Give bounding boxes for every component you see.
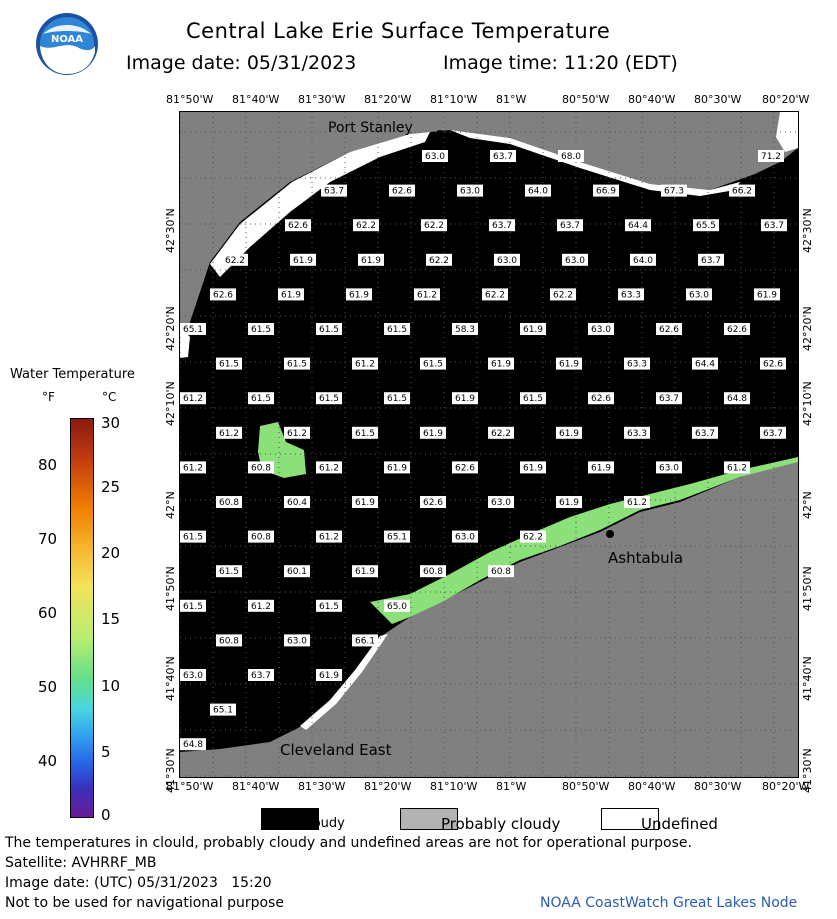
- temperature-label: [698, 254, 724, 266]
- temperature-label: [284, 427, 310, 439]
- temperature-value: 60.1: [286, 567, 308, 578]
- temperature-label: [588, 323, 614, 335]
- temperature-label: [284, 358, 310, 370]
- temperature-label: [420, 496, 446, 508]
- temperature-label: [353, 219, 379, 231]
- lon-label-bottom: 81°50'W: [166, 780, 214, 793]
- temperature-value: 61.2: [354, 359, 376, 370]
- temperature-label: [248, 323, 274, 335]
- temperature-value: 64.8: [726, 394, 748, 405]
- temperature-label: [210, 288, 236, 300]
- ashtabula-marker: [606, 530, 614, 538]
- temperature-value: 61.9: [422, 428, 444, 439]
- temperature-label: [316, 461, 342, 473]
- temperature-label: [222, 254, 248, 266]
- temperature-label: [624, 358, 650, 370]
- temperature-label: [358, 254, 384, 266]
- noaa-logo: [35, 12, 99, 76]
- temperature-value: 63.7: [658, 394, 680, 405]
- temperature-value: 60.8: [218, 498, 240, 508]
- temperature-label: [352, 496, 378, 508]
- satellite-text: Satellite: AVHRRF_MB: [5, 855, 157, 871]
- temperature-label: [625, 219, 651, 231]
- temperature-label: [482, 288, 508, 300]
- noaa-logo-icon: [35, 12, 99, 76]
- temperature-value: 63.0: [658, 463, 680, 474]
- temperature-value: 62.6: [454, 463, 476, 474]
- temperature-label: [422, 150, 448, 162]
- temperature-value: 62.2: [428, 255, 450, 266]
- temperature-value: 62.6: [726, 325, 748, 335]
- temperature-value: 62.2: [484, 290, 506, 301]
- temperature-label: [248, 531, 274, 543]
- temperature-value: 63.3: [626, 428, 648, 439]
- temperature-value: 63.0: [459, 186, 481, 197]
- temperature-label: [248, 669, 274, 681]
- temperature-label: [384, 531, 410, 543]
- lon-label-bottom: 81°W: [496, 780, 527, 793]
- temperature-value: 63.0: [424, 152, 446, 162]
- temperature-value: 65.1: [386, 532, 408, 543]
- temperature-label: [321, 185, 347, 197]
- temperature-value: 62.6: [391, 186, 413, 197]
- temperature-value: 61.9: [354, 567, 376, 578]
- temperature-label: [525, 185, 551, 197]
- temperature-value: 61.5: [286, 359, 308, 370]
- temperature-value: 62.2: [522, 532, 544, 543]
- temperature-label: [692, 427, 718, 439]
- temperature-label: [661, 185, 687, 197]
- nav-warning-text: Not to be used for navigational purpose: [5, 895, 284, 911]
- temperature-value: 64.0: [527, 186, 549, 197]
- temperature-value: 61.2: [626, 498, 648, 508]
- temperature-value: 61.9: [354, 498, 376, 508]
- temperature-value: 60.8: [422, 567, 444, 578]
- temperature-label: [248, 600, 274, 612]
- temperature-label: [520, 392, 546, 404]
- temperature-value: 62.2: [552, 290, 574, 301]
- temperature-label: [285, 219, 311, 231]
- temperature-label: [316, 392, 342, 404]
- lat-label-right: 41°40'N: [801, 656, 814, 701]
- temperature-value: 65.1: [212, 705, 234, 716]
- temperature-value: 61.9: [360, 255, 382, 266]
- temperature-value: 61.5: [422, 359, 444, 370]
- temperature-value: 63.3: [620, 290, 642, 301]
- temperature-value: 63.0: [454, 532, 476, 543]
- lon-label-top: 80°50'W: [562, 93, 610, 106]
- temperature-value: 61.2: [182, 463, 204, 474]
- temperature-label: [724, 461, 750, 473]
- temperature-label: [180, 669, 206, 681]
- cleveland-marker: [264, 724, 272, 732]
- temperature-label: [316, 323, 342, 335]
- temperature-value: 61.5: [182, 532, 204, 543]
- temperature-value: 61.9: [348, 290, 370, 301]
- temperature-value: 63.0: [688, 290, 710, 301]
- temperature-value: 63.0: [490, 498, 512, 508]
- temperature-label: [389, 185, 415, 197]
- legend-unit-f: °F: [42, 390, 55, 404]
- temperature-value: 63.7: [492, 152, 514, 162]
- temperature-value: 61.9: [490, 359, 512, 370]
- celsius-tick: 10: [101, 677, 121, 695]
- temperature-value: 63.7: [700, 255, 722, 266]
- temperature-value: 62.2: [490, 428, 512, 439]
- temperature-map: [179, 111, 799, 778]
- temperature-label: [216, 565, 242, 577]
- celsius-tick: 25: [101, 478, 121, 496]
- temperature-label: [180, 738, 206, 750]
- temperature-value: 62.2: [423, 221, 445, 232]
- port-stanley-marker: [436, 130, 444, 138]
- temperature-value: 61.5: [386, 325, 408, 335]
- temperature-label: [421, 219, 447, 231]
- temperature-value: 60.8: [250, 463, 272, 474]
- temperature-label: [556, 427, 582, 439]
- lon-label-bottom: 80°50'W: [562, 780, 610, 793]
- legend-title: Water Temperature: [10, 367, 135, 382]
- lat-label-left: 42°N: [164, 491, 177, 519]
- temperature-value: 61.9: [756, 290, 778, 301]
- temperature-label: [593, 185, 619, 197]
- temperature-label: [352, 634, 378, 646]
- celsius-tick: 15: [101, 610, 121, 628]
- noaa-logo-text: NOAA: [50, 34, 84, 45]
- temperature-label: [724, 323, 750, 335]
- cleveland-east-label: Cleveland East: [280, 741, 392, 759]
- temperature-label: [352, 565, 378, 577]
- temperature-label: [520, 323, 546, 335]
- temperature-value: 61.9: [558, 498, 580, 508]
- lat-label-left: 42°30'N: [164, 208, 177, 253]
- temperature-value: 61.9: [280, 290, 302, 301]
- temperature-value: 62.2: [355, 221, 377, 232]
- temperature-value: 63.0: [496, 255, 518, 266]
- temperature-label: [457, 185, 483, 197]
- lat-label-right: 42°10'N: [801, 381, 814, 426]
- temperature-label: [420, 565, 446, 577]
- celsius-tick: 20: [101, 544, 121, 562]
- temperature-label: [290, 254, 316, 266]
- temperature-label: [618, 288, 644, 300]
- lat-label-right: 42°20'N: [801, 306, 814, 351]
- temperature-value: 65.5: [695, 221, 717, 232]
- temperature-label: [216, 496, 242, 508]
- temperature-value: 61.5: [250, 394, 272, 405]
- temperature-label: [452, 461, 478, 473]
- temperature-value: 63.7: [559, 221, 581, 232]
- temperature-label: [624, 496, 650, 508]
- temperature-label: [588, 461, 614, 473]
- temperature-label: [426, 254, 452, 266]
- temperature-value: 61.2: [416, 290, 438, 301]
- temperature-label: [630, 254, 656, 266]
- temperature-label: [489, 219, 515, 231]
- port-stanley-label: Port Stanley: [328, 120, 413, 136]
- temperature-value: 61.2: [250, 601, 272, 612]
- temperature-value: 60.4: [286, 498, 308, 508]
- temperature-label: [452, 531, 478, 543]
- temperature-label: [562, 254, 588, 266]
- temperature-label: [686, 288, 712, 300]
- temperature-value: 58.3: [454, 325, 476, 335]
- temperature-label: [384, 461, 410, 473]
- temperature-label: [284, 496, 310, 508]
- temperature-value: 61.2: [286, 428, 308, 439]
- lon-label-bottom: 81°30'W: [298, 780, 346, 793]
- temperature-label: [248, 461, 274, 473]
- fahrenheit-tick: 50: [38, 678, 58, 696]
- lat-label-left: 41°50'N: [164, 566, 177, 611]
- temperature-value: 63.7: [250, 671, 272, 681]
- temperature-value: 61.9: [292, 255, 314, 266]
- temperature-value: 63.7: [694, 428, 716, 439]
- lat-label-right: 41°30'N: [801, 748, 814, 793]
- temperature-value: 65.0: [386, 601, 408, 612]
- color-scale-bar: [70, 418, 94, 818]
- lon-label-bottom: 80°40'W: [628, 780, 676, 793]
- temperature-label: [420, 358, 446, 370]
- temperature-value: 62.6: [590, 394, 612, 405]
- lon-label-bottom: 81°10'W: [430, 780, 478, 793]
- temperature-value: 61.5: [218, 567, 240, 578]
- temperature-value: 63.0: [590, 325, 612, 335]
- cloudy-label: Cloudy: [300, 816, 345, 831]
- lon-label-bottom: 80°30'W: [694, 780, 742, 793]
- image-time: Image time: 11:20 (EDT): [443, 52, 678, 74]
- temperature-value: 62.6: [658, 325, 680, 335]
- temperature-label: [384, 392, 410, 404]
- temperature-value: 62.2: [224, 255, 246, 266]
- lon-label-bottom: 81°20'W: [364, 780, 412, 793]
- temperature-value: 61.9: [454, 394, 476, 405]
- temperature-label: [520, 531, 546, 543]
- temperature-label: [488, 565, 514, 577]
- fahrenheit-tick: 70: [38, 530, 58, 548]
- temperature-value: 61.5: [182, 601, 204, 612]
- temperature-value: 61.5: [522, 394, 544, 405]
- temperature-label: [692, 358, 718, 370]
- celsius-tick: 30: [101, 414, 121, 432]
- utc-date-text: Image date: (UTC) 05/31/2023 15:20: [5, 875, 272, 891]
- temperature-label: [488, 427, 514, 439]
- temperature-label: [180, 323, 206, 335]
- temperature-label: [488, 358, 514, 370]
- temperature-label: [550, 288, 576, 300]
- temperature-label: [556, 358, 582, 370]
- page-title: Central Lake Erie Surface Temperature: [186, 19, 611, 43]
- temperature-label: [316, 669, 342, 681]
- temperature-value: 65.1: [182, 325, 204, 335]
- lon-label-bottom: 80°20'W: [762, 780, 810, 793]
- temperature-label: [248, 392, 274, 404]
- temperature-label: [210, 704, 236, 716]
- temperature-label: [452, 392, 478, 404]
- temperature-value: 71.2: [760, 152, 782, 162]
- temperature-value: 64.0: [632, 255, 654, 266]
- temperature-value: 63.3: [626, 359, 648, 370]
- temperature-label: [384, 323, 410, 335]
- temperature-value: 63.0: [182, 671, 204, 681]
- temperature-label: [760, 358, 786, 370]
- temperature-value: 61.9: [522, 463, 544, 474]
- temperature-label: [656, 392, 682, 404]
- temperature-label: [414, 288, 440, 300]
- credit-text: NOAA CoastWatch Great Lakes Node: [540, 895, 798, 911]
- temperature-label: [558, 150, 584, 162]
- temperature-label: [758, 150, 784, 162]
- temperature-label: [754, 288, 780, 300]
- temperature-value: 61.2: [182, 394, 204, 405]
- temperature-label: [557, 219, 583, 231]
- temperature-label: [180, 600, 206, 612]
- lon-label-top: 81°40'W: [232, 93, 280, 106]
- temperature-value: 62.6: [762, 359, 784, 370]
- temperature-value: 61.5: [250, 325, 272, 335]
- temperature-value: 63.7: [762, 428, 784, 439]
- temperature-value: 62.6: [287, 221, 309, 232]
- temperature-value: 63.7: [763, 221, 785, 232]
- temperature-value: 62.6: [212, 290, 234, 301]
- temperature-value: 62.6: [422, 498, 444, 508]
- temperature-label: [180, 531, 206, 543]
- lon-label-top: 80°40'W: [628, 93, 676, 106]
- lat-label-left: 42°20'N: [164, 306, 177, 351]
- temperature-label: [180, 461, 206, 473]
- lon-label-top: 80°30'W: [694, 93, 742, 106]
- image-date: Image date: 05/31/2023: [126, 52, 357, 74]
- temperature-label: [316, 531, 342, 543]
- temperature-label: [216, 427, 242, 439]
- temperature-label: [284, 634, 310, 646]
- temperature-value: 61.5: [318, 325, 340, 335]
- celsius-tick: 0: [101, 806, 111, 824]
- temperature-label: [278, 288, 304, 300]
- temperature-value: 67.3: [663, 186, 685, 197]
- temperature-label: [724, 392, 750, 404]
- temperature-label: [729, 185, 755, 197]
- temperature-label: [352, 427, 378, 439]
- temperature-label: [180, 392, 206, 404]
- temperature-value: 60.8: [490, 567, 512, 578]
- lat-label-right: 42°N: [801, 491, 814, 519]
- temperature-value: 61.2: [726, 463, 748, 474]
- temperature-value: 63.7: [323, 186, 345, 197]
- lon-label-top: 81°20'W: [364, 93, 412, 106]
- undefined-label: Undefined: [641, 815, 718, 833]
- ashtabula-label: Ashtabula: [608, 549, 684, 567]
- temperature-value: 61.9: [318, 671, 340, 681]
- temperature-value: 64.4: [694, 359, 716, 370]
- temperature-value: 66.9: [595, 186, 617, 197]
- temperature-value: 61.2: [318, 463, 340, 474]
- legend-unit-c: °C: [102, 390, 117, 404]
- lon-label-top: 81°50'W: [166, 93, 214, 106]
- probably-cloudy-label: Probably cloudy: [441, 815, 561, 833]
- disclaimer-text: The temperatures in clould, probably cloudy and undefined areas are not for operational purpose.: [5, 835, 692, 851]
- temperature-label: [284, 565, 310, 577]
- temperature-value: 61.5: [318, 394, 340, 405]
- lon-label-top: 81°30'W: [298, 93, 346, 106]
- temperature-label: [624, 427, 650, 439]
- temperature-label: [520, 461, 546, 473]
- temperature-label: [352, 358, 378, 370]
- lat-label-right: 42°30'N: [801, 208, 814, 253]
- temperature-label: [452, 323, 478, 335]
- temperature-label: [346, 288, 372, 300]
- temperature-value: 66.2: [731, 186, 753, 197]
- temperature-value: 61.9: [590, 463, 612, 474]
- temperature-value: 61.9: [558, 359, 580, 370]
- lon-label-bottom: 81°40'W: [232, 780, 280, 793]
- temperature-label: [656, 461, 682, 473]
- temperature-label: [761, 219, 787, 231]
- temperature-label: [656, 323, 682, 335]
- temperature-value: 61.2: [318, 532, 340, 543]
- lat-label-left: 41°40'N: [164, 656, 177, 701]
- temperature-value: 61.5: [318, 601, 340, 612]
- celsius-tick: 5: [101, 743, 111, 761]
- temperature-label: [556, 496, 582, 508]
- temperature-label: [693, 219, 719, 231]
- temperature-value: 61.2: [218, 428, 240, 439]
- fahrenheit-tick: 40: [38, 752, 58, 770]
- temperature-label: [760, 427, 786, 439]
- temperature-label: [488, 496, 514, 508]
- temperature-label: [588, 392, 614, 404]
- temperature-value: 61.9: [386, 463, 408, 474]
- temperature-label: [216, 358, 242, 370]
- temperature-label: [494, 254, 520, 266]
- temperature-value: 64.4: [627, 221, 649, 232]
- lat-label-left: 42°10'N: [164, 381, 177, 426]
- lat-label-right: 41°50'N: [801, 566, 814, 611]
- temperature-label: [316, 600, 342, 612]
- temperature-label: [420, 427, 446, 439]
- temperature-value: 63.0: [286, 636, 308, 647]
- temperature-label: [490, 150, 516, 162]
- lon-label-top: 81°10'W: [430, 93, 478, 106]
- temperature-label: [216, 634, 242, 646]
- lat-label-left: 41°30'N: [164, 748, 177, 793]
- fahrenheit-tick: 80: [38, 456, 58, 474]
- temperature-value: 66.1: [354, 636, 376, 647]
- fahrenheit-tick: 60: [38, 604, 58, 622]
- temperature-value: 61.5: [218, 359, 240, 370]
- temperature-value: 60.8: [218, 636, 240, 647]
- temperature-value: 61.9: [558, 428, 580, 439]
- temperature-value: 68.0: [560, 152, 582, 162]
- temperature-value: 64.8: [182, 740, 204, 751]
- temperature-label: [384, 600, 410, 612]
- temperature-value: 63.7: [491, 221, 513, 232]
- temperature-value: 61.9: [522, 325, 544, 335]
- lon-label-top: 80°20'W: [762, 93, 810, 106]
- temperature-value: 61.5: [354, 428, 376, 439]
- temperature-value: 63.0: [564, 255, 586, 266]
- temperature-value: 60.8: [250, 532, 272, 543]
- lon-label-top: 81°W: [496, 93, 527, 106]
- temperature-value: 61.5: [386, 394, 408, 405]
